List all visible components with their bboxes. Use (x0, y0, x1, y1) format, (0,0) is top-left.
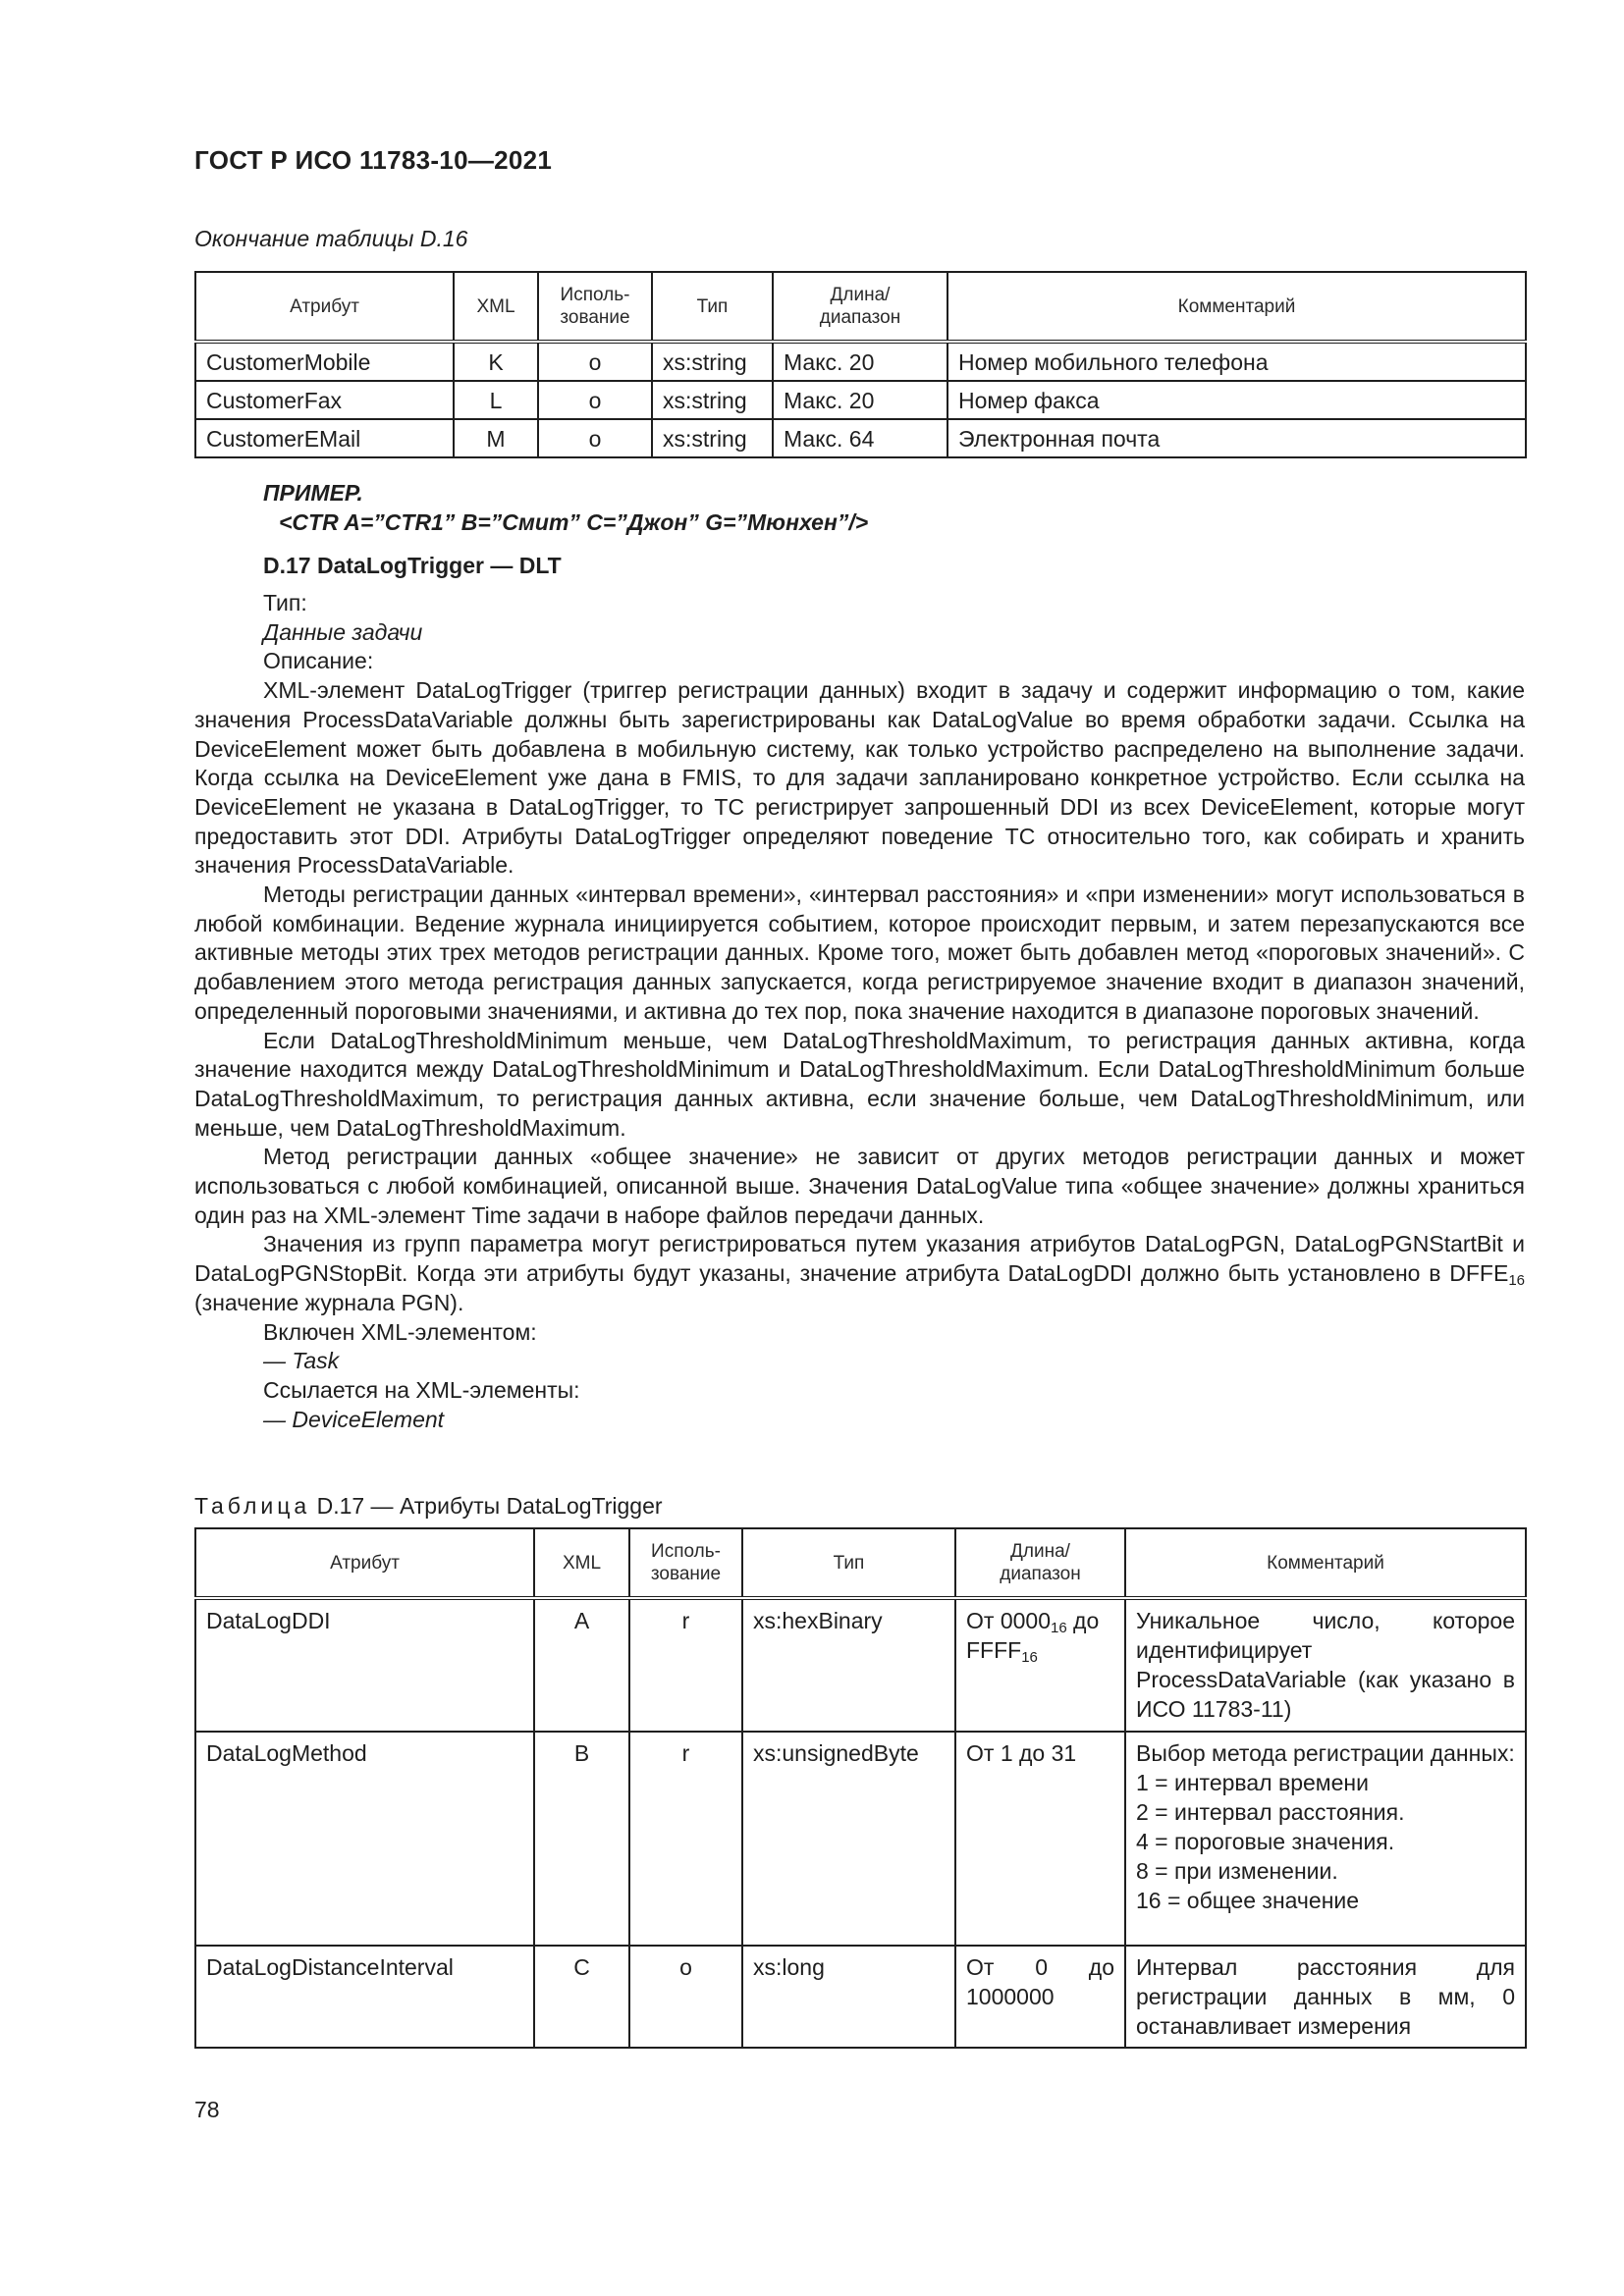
column-header-type: Тип (742, 1528, 955, 1598)
paragraph-text: Значения из групп параметра могут регистрироваться путем указания атрибутов DataLogPGN, DataLogPGNStartBit и DataLogPGNStopBit. Когда эти атрибуты будут указаны, значение атрибута DataLogDDI должно быть установлено в DFFE (194, 1231, 1525, 1287)
cell-attribute: DataLogDDI (195, 1598, 534, 1732)
paragraph: Метод регистрации данных «общее значение» не зависит от других методов регистрации данных и может использоваться с любой комбинацией, описанной выше. Значения DataLogValue типа «общее значение» должны храниться один раз на XML-элемент Time задачи в наборе файлов передачи данных. (194, 1144, 1525, 1228)
cell-attribute: CustomerFax (195, 381, 454, 419)
cell-xml: A (534, 1598, 629, 1732)
cell-range: От 1 до 31 (955, 1732, 1125, 1946)
table-header-row (195, 272, 1526, 342)
section-heading: D.17 DataLogTrigger — DLT (263, 553, 562, 578)
description-label: Описание: (263, 648, 374, 674)
cell-usage: o (538, 381, 652, 419)
page-number: 78 (194, 2097, 220, 2122)
cell-usage: o (538, 342, 652, 381)
cell-type: xs:hexBinary (742, 1598, 955, 1732)
cell-type: xs:string (652, 342, 773, 381)
table-row (195, 1598, 1526, 1732)
column-header-range: Длина/ диапазон (773, 272, 947, 342)
column-header-xml: XML (534, 1528, 629, 1598)
cell-attribute: CustomerEMail (195, 419, 454, 457)
cell-xml: B (534, 1732, 629, 1946)
cell-xml: K (454, 342, 538, 381)
standard-header: ГОСТ Р ИСО 11783-10—2021 (194, 145, 553, 175)
method-item: 4 = пороговые значения. (1136, 1829, 1395, 1854)
included-label: Включен XML-элементом: (263, 1318, 537, 1345)
table-caption-prefix: Таблица (194, 1493, 311, 1519)
cell-attribute: CustomerMobile (195, 342, 454, 381)
paragraph: Методы регистрации данных «интервал времени», «интервал расстояния» и «при изменении» могут использоваться в любой комбинации. Ведение журнала инициируется событием, которое происходит первым, и затем перезапускаются все активные методы этих трех методов регистрации данных. Кроме того, может быть добавлен метод «пороговых значений». С добавлением этого метода регистрация данных запускается, когда регистрируемое значение входит в диапазон значений, определенный пороговыми значениями, и активна до тех пор, пока значение находится в диапазоне пороговых значений. (194, 881, 1525, 1024)
type-label: Тип: (263, 590, 307, 615)
cell-usage: r (629, 1598, 742, 1732)
range-from: От 0000 (966, 1608, 1051, 1633)
example-code: <CTR A=”CTR1” B=”Смит” C=”Джон” G=”Мюнхен”/> (279, 509, 869, 535)
table-d17 (194, 1527, 1527, 2049)
example-label: ПРИМЕР. (263, 480, 363, 506)
column-header-usage: Исполь- зование (629, 1528, 742, 1598)
column-header-range: Длина/ диапазон (955, 1528, 1125, 1598)
table-row (195, 1732, 1526, 1946)
column-header-comment: Комментарий (1125, 1528, 1526, 1598)
cell-xml: L (454, 381, 538, 419)
cell-attribute: DataLogDistanceInterval (195, 1946, 534, 2048)
cell-usage: r (629, 1732, 742, 1946)
method-item: 1 = интервал времени (1136, 1770, 1369, 1795)
cell-xml: M (454, 419, 538, 457)
table-row (195, 381, 1526, 419)
table-row (195, 1946, 1526, 2048)
cell-attribute: DataLogMethod (195, 1732, 534, 1946)
cell-range: Макс. 20 (773, 381, 947, 419)
comment-intro: Выбор метода регистрации данных: (1136, 1740, 1515, 1766)
cell-type: xs:unsignedByte (742, 1732, 955, 1946)
cell-range (955, 1598, 1125, 1732)
method-item: 16 = общее значение (1136, 1888, 1360, 1913)
cell-type: xs:long (742, 1946, 955, 2048)
subscript: 16 (1021, 1649, 1038, 1666)
range-to: до FFFF (966, 1608, 1100, 1663)
method-item: 8 = при изменении. (1136, 1858, 1338, 1884)
table-header-row (195, 1528, 1526, 1598)
table-d16-continuation (194, 271, 1527, 458)
cell-range: Макс. 20 (773, 342, 947, 381)
column-header-attribute: Атрибут (195, 1528, 534, 1598)
cell-xml: C (534, 1946, 629, 2048)
subscript: 16 (1050, 1620, 1067, 1636)
refers-value: — DeviceElement (263, 1406, 445, 1432)
cell-comment: Электронная почта (947, 419, 1526, 457)
column-header-comment: Комментарий (947, 272, 1526, 342)
cell-usage: o (629, 1946, 742, 2048)
cell-comment: Номер факса (947, 381, 1526, 419)
cell-comment: Интервал расстояния для регистрации данных в мм, 0 останавливает измерения (1125, 1946, 1526, 2048)
cell-range: Макс. 64 (773, 419, 947, 457)
column-header-usage: Исполь- зование (538, 272, 652, 342)
table-caption (194, 1493, 663, 1520)
method-item: 2 = интервал расстояния. (1136, 1799, 1405, 1825)
cell-comment (1125, 1732, 1526, 1946)
paragraph: Если DataLogThresholdMinimum меньше, чем DataLogThresholdMaximum, то регистрация данных активна, когда значение находится между DataLogThresholdMinimum и DataLogThresholdMaximum. Если DataLogThresholdMinimum больше DataLogThresholdMaximum, то регистрация данных активна, если значение больше, чем DataLogThresholdMinimum, или меньше, чем DataLogThresholdMaximum. (194, 1027, 1525, 1141)
refers-label: Ссылается на XML-элементы: (263, 1376, 580, 1403)
subscript: 16 (1508, 1272, 1525, 1290)
paragraph-text: (значение журнала PGN). (194, 1289, 464, 1315)
table-row (195, 342, 1526, 381)
cell-comment: Номер мобильного телефона (947, 342, 1526, 381)
table-caption-text: D.17 — Атрибуты DataLogTrigger (310, 1493, 663, 1519)
example-block (263, 478, 868, 537)
paragraph: XML-элемент DataLogTrigger (триггер регистрации данных) входит в задачу и содержит информацию о том, какие значения ProcessDataVariable должны быть зарегистрированы как DataLogValue во время обработки задачи. Ссылка на DeviceElement может быть добавлена в мобильную систему, как только устройство распределено на выполнение задачи. Когда ссылка на DeviceElement уже дана в FMIS, то для задачи запланировано конкретное устройство. Если ссылка на DeviceElement не указана в DataLogTrigger, то ТС регистрирует запрошенный DDI из всех DeviceElement, которые могут предоставить этот DDI. Атрибуты DataLogTrigger определяют поведение ТС относительно того, как собирать и хранить значения ProcessDataVariable. (194, 677, 1525, 879)
cell-usage: o (538, 419, 652, 457)
cell-type: xs:string (652, 381, 773, 419)
table-row (195, 419, 1526, 457)
table-continuation-caption: Окончание таблицы D.16 (194, 226, 468, 251)
column-header-attribute: Атрибут (195, 272, 454, 342)
included-value: — Task (263, 1348, 340, 1374)
column-header-type: Тип (652, 272, 773, 342)
column-header-xml: XML (454, 272, 538, 342)
cell-type: xs:string (652, 419, 773, 457)
section-body (194, 589, 1525, 1434)
type-value: Данные задачи (263, 618, 423, 645)
paragraph (194, 1230, 1525, 1317)
cell-range: От 0 до 1000000 (955, 1946, 1125, 2048)
cell-comment: Уникальное число, которое идентифицирует ProcessDataVariable (как указано в ИСО 11783-11) (1125, 1598, 1526, 1732)
